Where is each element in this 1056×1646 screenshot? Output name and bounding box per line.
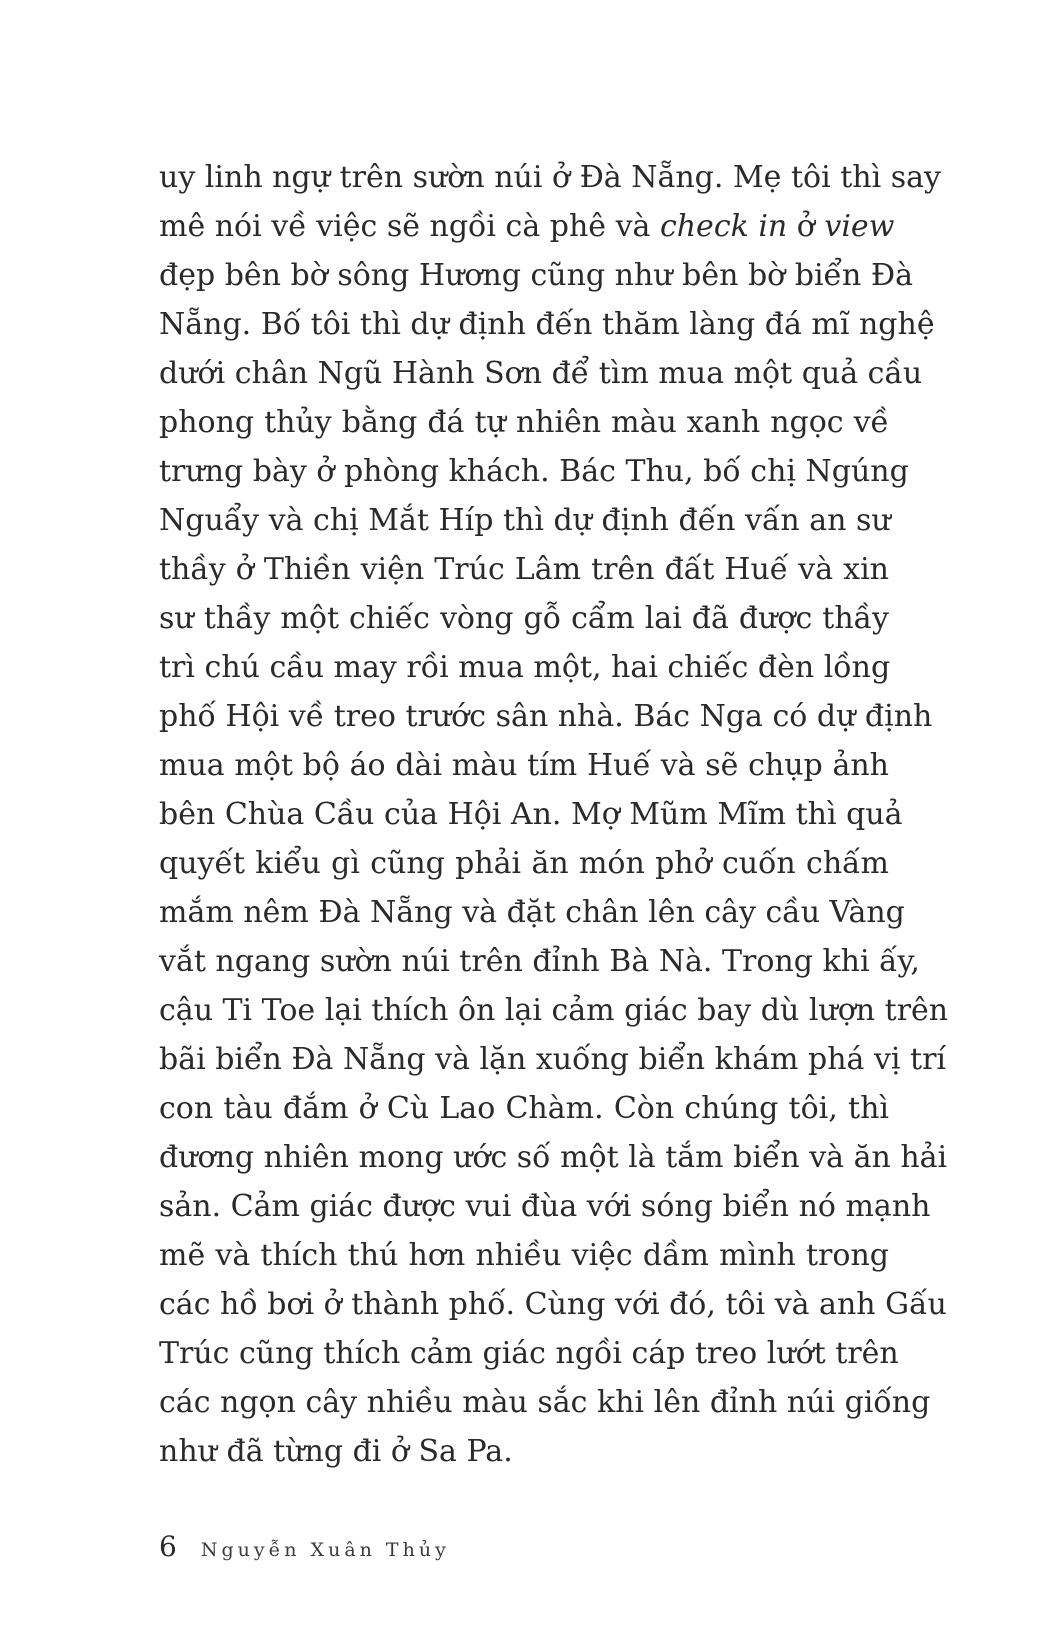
- text-line: vắt ngang sườn núi trên đỉnh Bà Nà. Trong khi ấy,: [159, 944, 920, 979]
- text-segment: ở: [787, 209, 825, 244]
- italic-phrase: check in: [659, 209, 788, 244]
- page-footer: [159, 1527, 450, 1567]
- text-line: uy linh ngự trên sườn núi ở Đà Nẵng. Mẹ tôi thì say: [159, 160, 941, 195]
- text-line: như đã từng đi ở Sa Pa.: [159, 1434, 513, 1469]
- text-line: quyết kiểu gì cũng phải ăn món phở cuốn chấm: [159, 846, 889, 881]
- text-line: Nẵng. Bố tôi thì dự định đến thăm làng đá mĩ nghệ: [159, 307, 935, 342]
- text-line: cậu Ti Toe lại thích ôn lại cảm giác bay dù lượn trên: [159, 993, 949, 1028]
- text-line: Trúc cũng thích cảm giác ngồi cáp treo lướt trên: [159, 1336, 899, 1371]
- text-segment: mê nói về việc sẽ ngồi cà phê và: [159, 209, 660, 244]
- text-line: phố Hội về treo trước sân nhà. Bác Nga có dự định: [159, 699, 933, 734]
- text-line: [159, 202, 895, 251]
- text-line: phong thủy bằng đá tự nhiên màu xanh ngọc về: [159, 405, 889, 440]
- text-line: trì chú cầu may rồi mua một, hai chiếc đèn lồng: [159, 650, 891, 685]
- text-line: mua một bộ áo dài màu tím Huế và sẽ chụp ảnh: [159, 748, 889, 783]
- page-number: 6: [159, 1530, 177, 1563]
- text-line: con tàu đắm ở Cù Lao Chàm. Còn chúng tôi, thì: [159, 1091, 889, 1126]
- text-line: mẽ và thích thú hơn nhiều việc dầm mình trong: [159, 1238, 889, 1273]
- text-line: Nguẩy và chị Mắt Híp thì dự định đến vấn an sư: [159, 503, 891, 538]
- author-name: Nguyễn Xuân Thủy: [200, 1539, 450, 1561]
- text-line: sản. Cảm giác được vui đùa với sóng biển nó mạnh: [159, 1189, 931, 1224]
- body-text: [159, 153, 949, 1476]
- text-line: bãi biển Đà Nẵng và lặn xuống biển khám phá vị trí: [159, 1042, 947, 1077]
- italic-phrase: view: [824, 209, 895, 244]
- text-line: sư thầy một chiếc vòng gỗ cẩm lai đã được thầy: [159, 601, 889, 636]
- text-line: thầy ở Thiền viện Trúc Lâm trên đất Huế và xin: [159, 552, 889, 587]
- text-line: đẹp bên bờ sông Hương cũng như bên bờ biển Đà: [159, 258, 913, 293]
- text-line: các ngọn cây nhiều màu sắc khi lên đỉnh núi giống: [159, 1385, 931, 1420]
- text-line: bên Chùa Cầu của Hội An. Mợ Mũm Mĩm thì quả: [159, 797, 903, 832]
- text-line: mắm nêm Đà Nẵng và đặt chân lên cây cầu Vàng: [159, 895, 905, 930]
- text-line: các hồ bơi ở thành phố. Cùng với đó, tôi và anh Gấu: [159, 1287, 947, 1322]
- text-line: dưới chân Ngũ Hành Sơn để tìm mua một quả cầu: [159, 356, 923, 391]
- text-line: đương nhiên mong ước số một là tắm biển và ăn hải: [159, 1140, 948, 1175]
- text-line: trưng bày ở phòng khách. Bác Thu, bố chị Ngúng: [159, 454, 909, 489]
